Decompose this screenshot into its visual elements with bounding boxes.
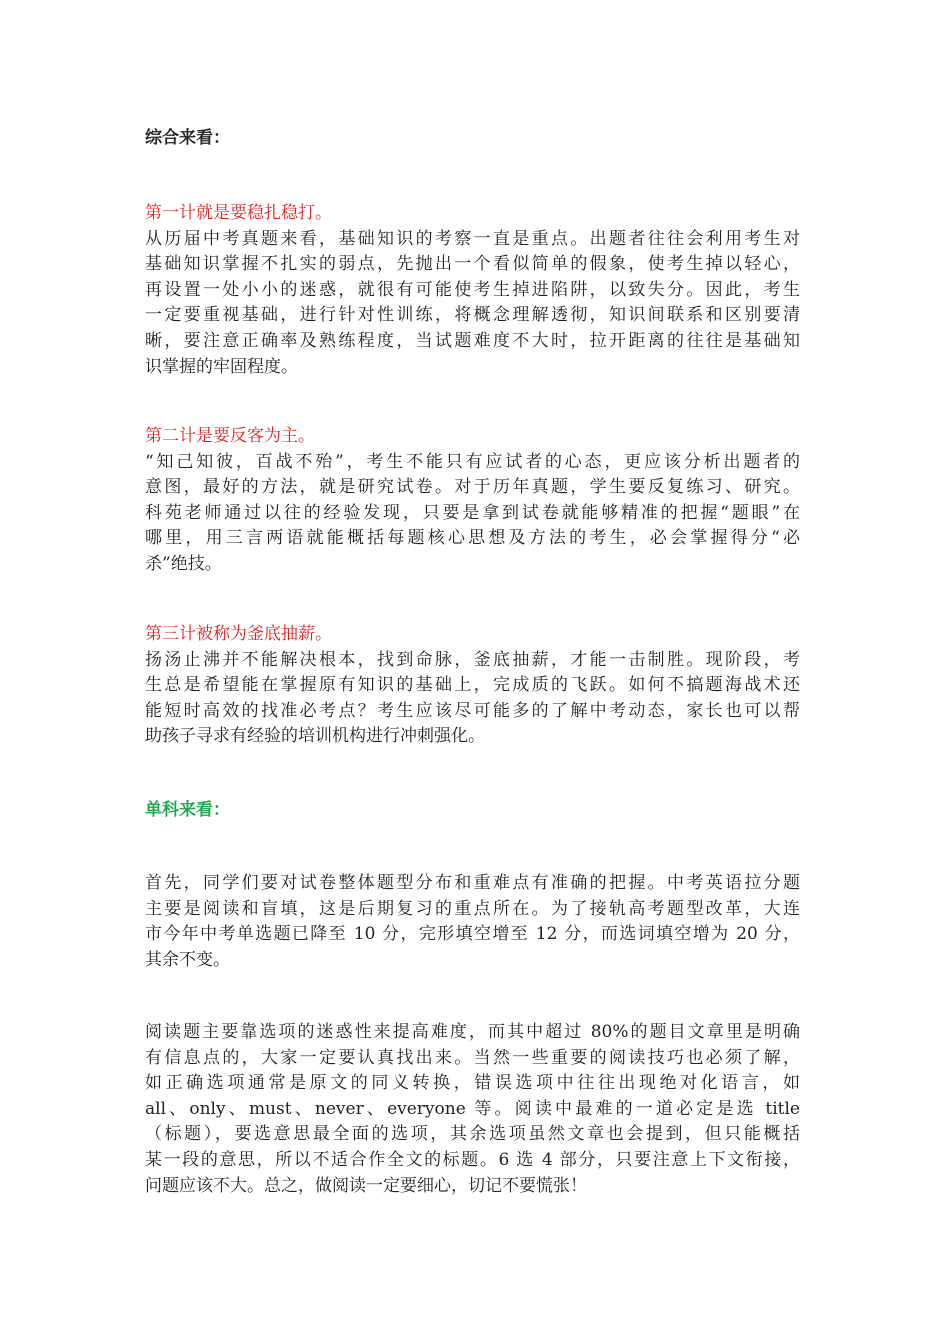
section-second-strategy (145, 424, 800, 578)
paragraph-line: 再设置一处小小的迷惑，就很有可能使考生掉进陷阱，以致失分。因此，考生 (145, 279, 800, 300)
paragraph-line: 助孩子寻求有经验的培训机构进行冲刺强化。 (145, 726, 485, 747)
paragraph-line: 识掌握的牢固程度。 (145, 356, 298, 377)
paragraph-line: 如正确选项通常是原文的同义转换，错误选项中往往出现绝对化语言，如 (145, 1073, 800, 1094)
paragraph-line: 生总是希望能在掌握原有知识的基础上，完成质的飞跃。如何不搞题海战术还 (145, 675, 800, 696)
paragraph-line: “知己知彼，百战不殆”，考生不能只有应试者的心态，更应该分析出题者的 (145, 451, 800, 472)
paragraph-line: 首先，同学们要对试卷整体题型分布和重难点有准确的把握。中考英语拉分题 (145, 873, 800, 893)
paragraph-line: 扬汤止沸并不能解决根本，找到命脉，釜底抽薪，才能一击制胜。现阶段，考 (145, 649, 800, 670)
paragraph-line: 科苑老师通过以往的经验发现，只要是拿到试卷就能够精准的把握“题眼”在 (145, 502, 800, 523)
paragraph-line: all、only、must、never、everyone 等。阅读中最难的一道必定是选 title (145, 1098, 800, 1119)
overall-heading: 综合来看： (145, 128, 230, 148)
section-title: 第二计是要反客为主。 (145, 426, 315, 446)
paragraph-line: 某一段的意思，所以不适合作全文的标题。6 选 4 部分，只要注意上下文衔接， (145, 1149, 800, 1170)
section-title: 第三计被称为釜底抽薪。 (145, 624, 332, 644)
single-subject-heading: 单科来看： (145, 800, 230, 820)
paragraph-line: 能短时高效的找准必考点？考生应该尽可能多的了解中考动态，家长也可以帮 (145, 700, 800, 721)
paragraph-line: 杀”绝技。 (145, 553, 222, 574)
paragraph-line: 问题应该不大。总之，做阅读一定要细心，切记不要慌张！ (145, 1175, 587, 1196)
paragraph-line: 意图，最好的方法，就是研究试卷。对于历年真题，学生要反复练习、研究。 (145, 477, 800, 498)
paragraph-line: （标题），要选意思最全面的选项，其余选项虽然文章也会提到，但只能概括 (145, 1124, 800, 1145)
section-third-strategy (145, 622, 800, 750)
paragraph-line: 其余不变。 (145, 949, 230, 970)
paragraph-line: 从历届中考真题来看，基础知识的考察一直是重点。出题者往往会利用考生对 (145, 228, 800, 249)
single-paragraph-1 (145, 871, 800, 973)
section-title: 第一计就是要稳扎稳打。 (145, 203, 332, 223)
paragraph-line: 基础知识掌握不扎实的弱点，先抛出一个看似简单的假象，使考生掉以轻心， (145, 254, 800, 275)
paragraph-line: 哪里，用三言两语就能概括每题核心思想及方法的考生，必会掌握得分“必 (145, 528, 800, 549)
paragraph-line: 主要是阅读和盲填，这是后期复习的重点所在。为了接轨高考题型改革，大连 (145, 898, 800, 919)
paragraph-line: 一定要重视基础，进行针对性训练，将概念理解透彻，知识间联系和区别要清 (145, 305, 800, 326)
paragraph-line: 有信息点的，大家一定要认真找出来。当然一些重要的阅读技巧也必须了解， (145, 1047, 800, 1068)
paragraph-line: 晰，要注意正确率及熟练程度，当试题难度不大时，拉开距离的往往是基础知 (145, 330, 800, 351)
paragraph-line: 市今年中考单选题已降至 10 分，完形填空增至 12 分，而选词填空增为 20 分， (145, 924, 800, 945)
paragraph-line: 阅读题主要靠选项的迷惑性来提高难度，而其中超过 80%的题目文章里是明确 (145, 1022, 800, 1042)
section-first-strategy (145, 201, 800, 380)
single-paragraph-2 (145, 1020, 800, 1199)
